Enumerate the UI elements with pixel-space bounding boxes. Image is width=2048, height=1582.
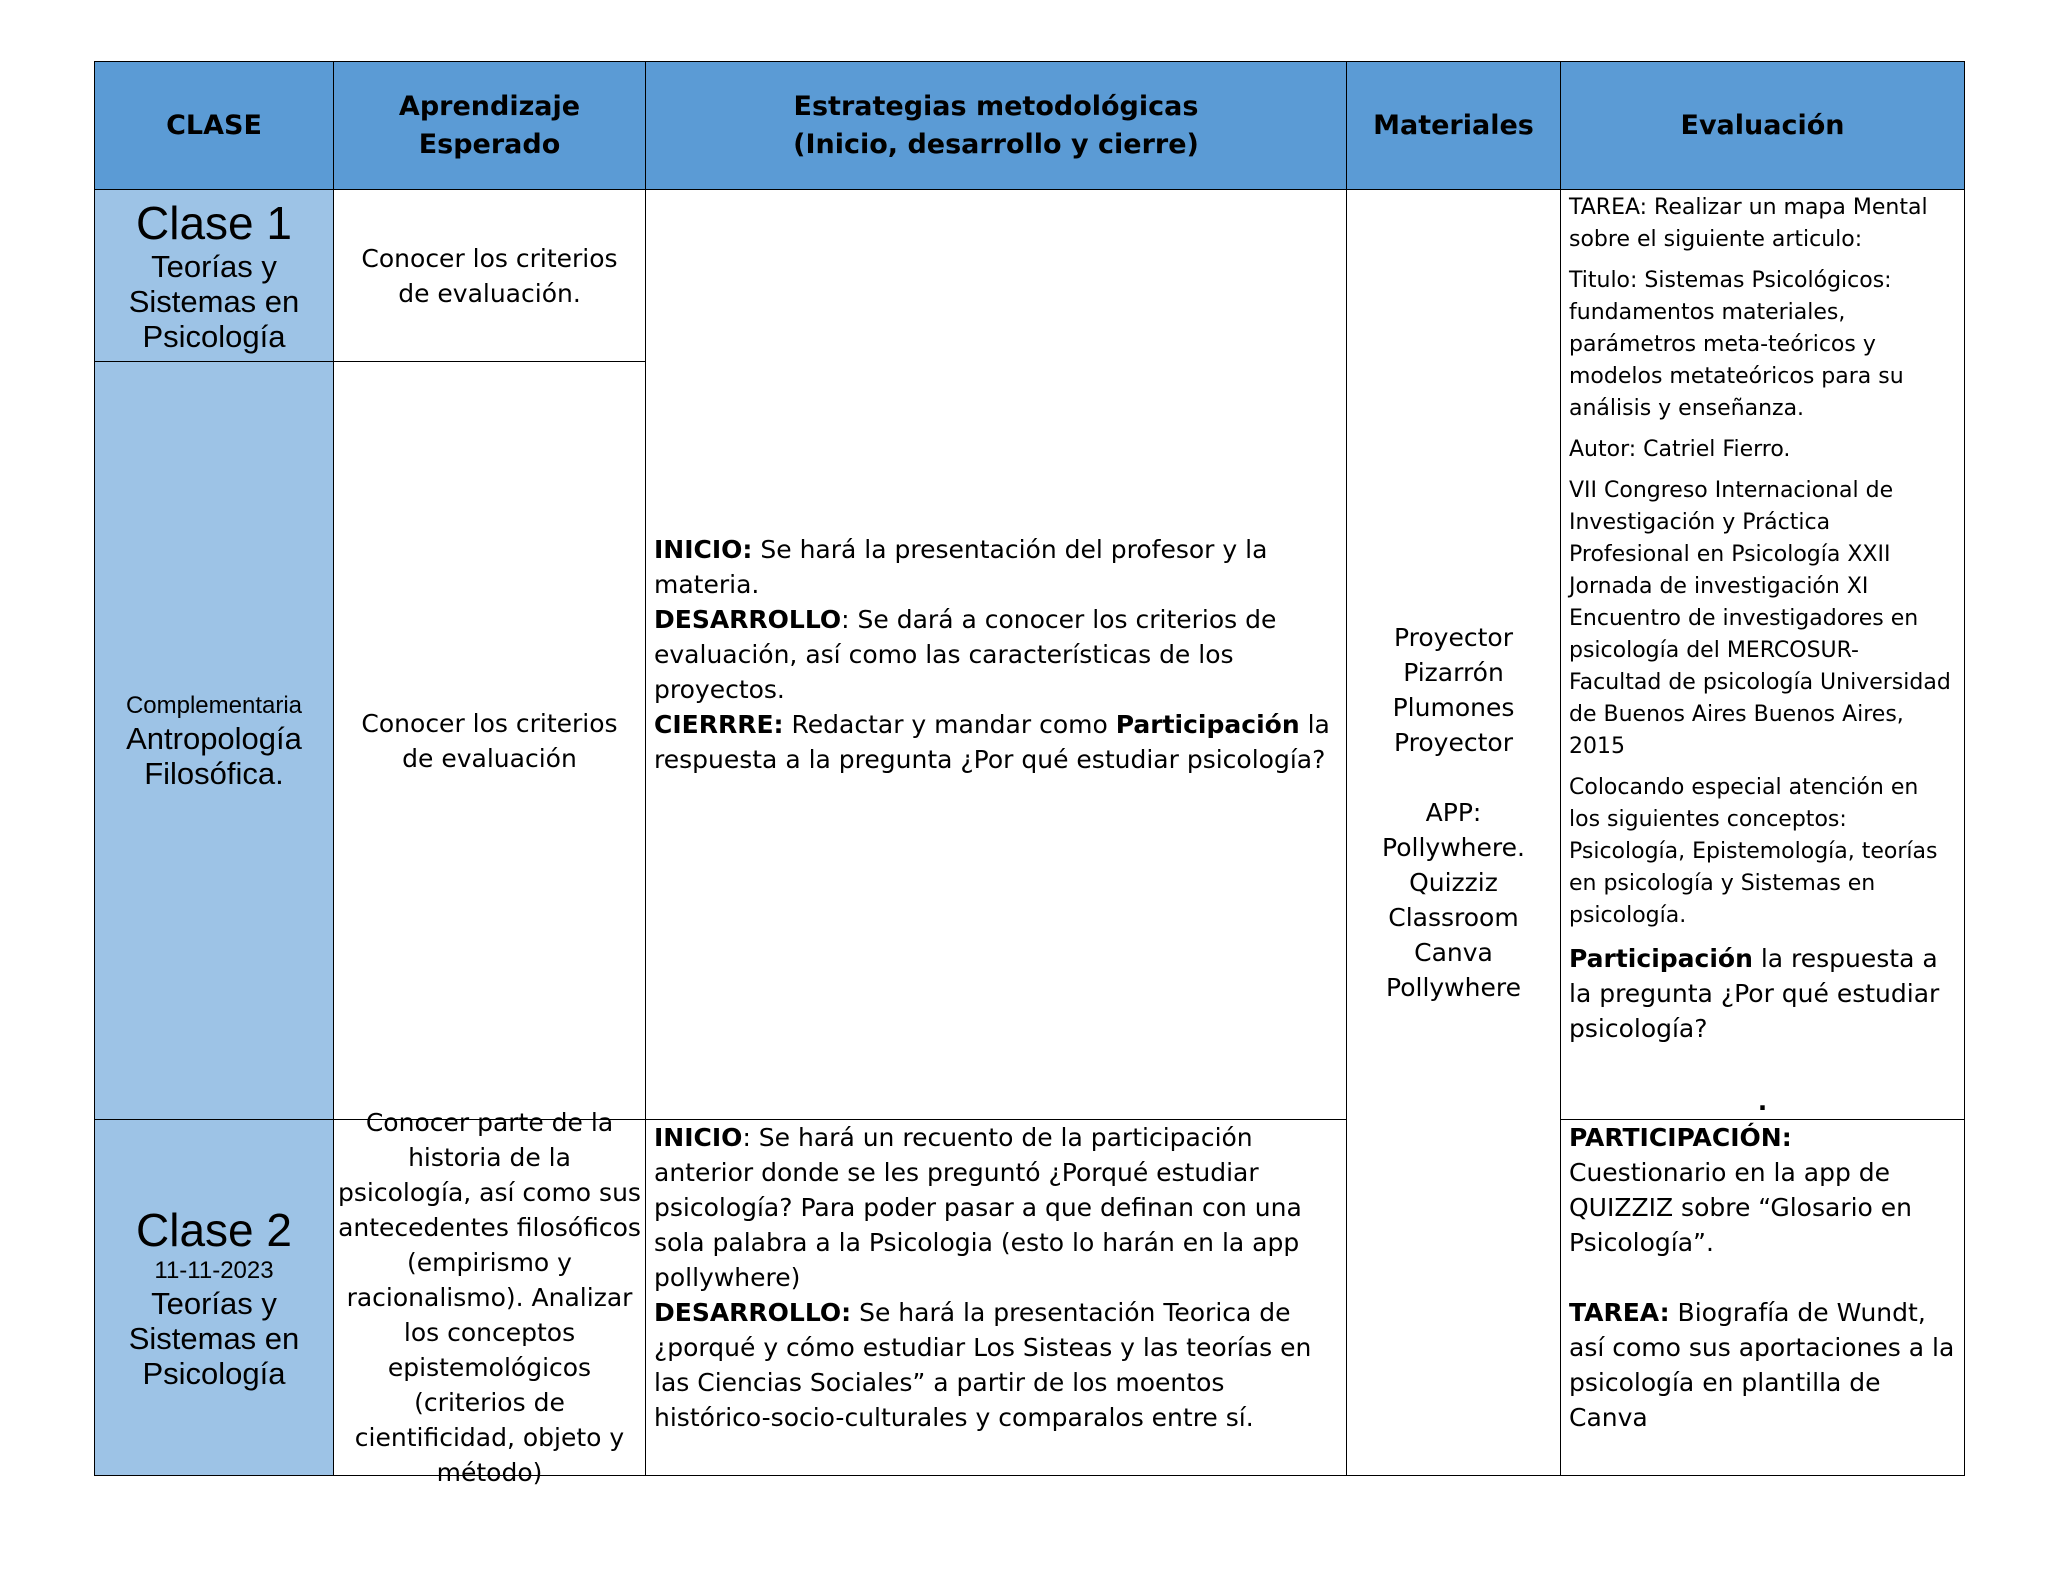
- evaluacion2-cell: [1560, 1119, 1965, 1476]
- clase2-aprendizaje: Conocer parte de la historia de la psicología, así como sus antecedentes filosóficos (empirismo y racionalismo). Analizar los conceptos epistemológicos (criterios de cientificidad, objeto y método): [338, 1108, 641, 1487]
- estrategias2-inicio-text: : Se hará un recuento de la participación anterior donde se les preguntó ¿Porqué estudiar psicología? Para poder pasar a que definan con una sola palabra a la Psicologia (esto lo harán en la app pollywhere): [654, 1123, 1302, 1292]
- evaluacion2-tarea: [1569, 1295, 1956, 1435]
- header-estrategias-line1: Estrategias metodológicas: [793, 90, 1199, 122]
- materiales-item: Proyector: [1394, 623, 1513, 652]
- evaluacion1-conceptos: Colocando especial atención en los siguientes conceptos: Psicología, Epistemología, teorías en psicología y Sistemas en psicología.: [1569, 775, 1938, 928]
- estrategias2-desarrollo-text: Se hará la presentación Teorica de ¿porqué y cómo estudiar Los Sisteas y las teorías en las Ciencias Sociales” a partir de los moentos histórico-socio-culturales y comparalos entre sí.: [654, 1298, 1312, 1432]
- estrategias1-desarrollo-text: : Se dará a conocer los criterios de evaluación, así como las características de los proyectos.: [654, 605, 1277, 704]
- complementaria-label: Complementaria: [125, 691, 303, 719]
- estrategias1-cell: [645, 189, 1347, 1120]
- complementaria-subject-line2: Filosófica.: [144, 755, 284, 791]
- complementaria-subject-line1: Antropología: [126, 720, 302, 756]
- evaluacion1-participacion-text: la respuesta a la pregunta ¿Por qué estudiar psicología?: [1569, 944, 1940, 1043]
- estrategias1-cierre-text-a: Redactar y mandar como: [783, 710, 1116, 739]
- estrategias1-cierre-label: CIERRRE:: [654, 710, 784, 739]
- evaluacion1-autor: Autor: Catriel Fierro.: [1569, 437, 1791, 462]
- clase2-aprendizaje-cell: [333, 1108, 646, 1487]
- estrategias1-text: [654, 532, 1338, 777]
- evaluacion1-tarea: TAREA: Realizar un mapa Mental sobre el siguiente articulo:: [1569, 195, 1928, 252]
- evaluacion1-titulo: Titulo: Sistemas Psicológicos: fundamentos materiales, parámetros meta-teóricos y modelos metateóricos para su análisis y enseñanza.: [1569, 268, 1904, 421]
- clase1-subject-line1: Teorías y: [151, 249, 277, 284]
- complementaria-aprendizaje-cell: [333, 361, 646, 1120]
- header-estrategias: [645, 61, 1347, 190]
- estrategias1-desarrollo-label: DESARROLLO: [654, 605, 842, 634]
- header-evaluacion: [1560, 61, 1965, 190]
- evaluacion1-participacion-bold: Participación: [1569, 944, 1753, 973]
- materiales-app: Pollywhere.: [1382, 833, 1525, 862]
- complementaria-aprendizaje: Conocer los criterios de evaluación: [361, 708, 618, 773]
- materiales-app: Quizziz: [1409, 868, 1498, 897]
- estrategias2-desarrollo-label: DESARROLLO:: [654, 1298, 852, 1327]
- estrategias1-cierre-bold: Participación: [1115, 710, 1300, 739]
- materiales-app: Pollywhere: [1386, 973, 1521, 1002]
- clase1-subject-line3: Psicología: [142, 319, 286, 354]
- header-clase-label: CLASE: [166, 109, 262, 141]
- evaluacion1-dot: .: [1757, 1087, 1768, 1116]
- clase1-cell: [94, 189, 334, 362]
- materiales-item: Pizarrón: [1403, 658, 1504, 687]
- materiales-app: Classroom: [1388, 903, 1519, 932]
- clase1-aprendizaje-cell: [333, 189, 646, 362]
- clase1-title: Clase 1: [136, 197, 292, 249]
- header-materiales: [1346, 61, 1561, 190]
- clase1-subject-line2: Sistemas en: [128, 284, 300, 319]
- header-aprendizaje: [333, 61, 646, 190]
- evaluacion2-tarea-label: TAREA:: [1569, 1298, 1670, 1327]
- evaluacion2-participacion-text: Cuestionario en la app de QUIZZIZ sobre “Glosario en Psicología”.: [1569, 1158, 1913, 1257]
- estrategias1-inicio-label: INICIO:: [654, 535, 753, 564]
- clase2-date: 11-11-2023: [154, 1257, 274, 1284]
- header-evaluacion-label: Evaluación: [1680, 109, 1845, 141]
- header-aprendizaje-label: Aprendizaje Esperado: [398, 90, 581, 160]
- materiales-app-label: APP:: [1425, 798, 1482, 827]
- header-estrategias-line2: (Inicio, desarrollo y cierre): [793, 128, 1199, 160]
- estrategias1-cierre-text-b: la respuesta a la pregunta ¿Por qué estudiar psicología?: [654, 710, 1330, 774]
- materiales-item: Proyector: [1394, 728, 1513, 757]
- complementaria-cell: [94, 361, 334, 1120]
- clase2-subject-line3: Psicología: [142, 1356, 286, 1391]
- clase2-subject-line2: Sistemas en: [128, 1321, 300, 1356]
- evaluacion2-participacion-label: PARTICIPACIÓN:: [1569, 1123, 1792, 1152]
- evaluacion2-participacion: [1569, 1120, 1956, 1260]
- materiales-item: Plumones: [1392, 693, 1515, 722]
- evaluacion2-tarea-text: Biografía de Wundt, así como sus aportaciones a la psicología en plantilla de Canva: [1569, 1298, 1955, 1432]
- clase2-cell: [94, 1119, 334, 1476]
- clase2-subject-line1: Teorías y: [151, 1286, 277, 1321]
- estrategias2-cell: [645, 1119, 1347, 1476]
- materiales-app: Canva: [1414, 938, 1493, 967]
- evaluacion1-cell: [1560, 189, 1965, 1120]
- estrategias1-inicio-text: Se hará la presentación del profesor y la materia.: [654, 535, 1268, 599]
- estrategias2-inicio-label: INICIO: [654, 1123, 743, 1152]
- header-clase: [94, 61, 334, 190]
- evaluacion1-participacion: [1569, 941, 1956, 1046]
- materiales-cell: [1346, 189, 1561, 1476]
- clase1-aprendizaje: Conocer los criterios de evaluación.: [361, 243, 618, 308]
- estrategias2-text: [654, 1120, 1338, 1435]
- header-materiales-label: Materiales: [1373, 109, 1534, 141]
- evaluacion1-congreso: VII Congreso Internacional de Investigación y Práctica Profesional en Psicología XXII Jornada de investigación XI Encuentro de investigadores en psicología del MERCOSUR- Facultad de psicología Universidad de Buenos Aires Buenos Aires, 2015: [1569, 478, 1951, 759]
- clase2-title: Clase 2: [136, 1204, 292, 1256]
